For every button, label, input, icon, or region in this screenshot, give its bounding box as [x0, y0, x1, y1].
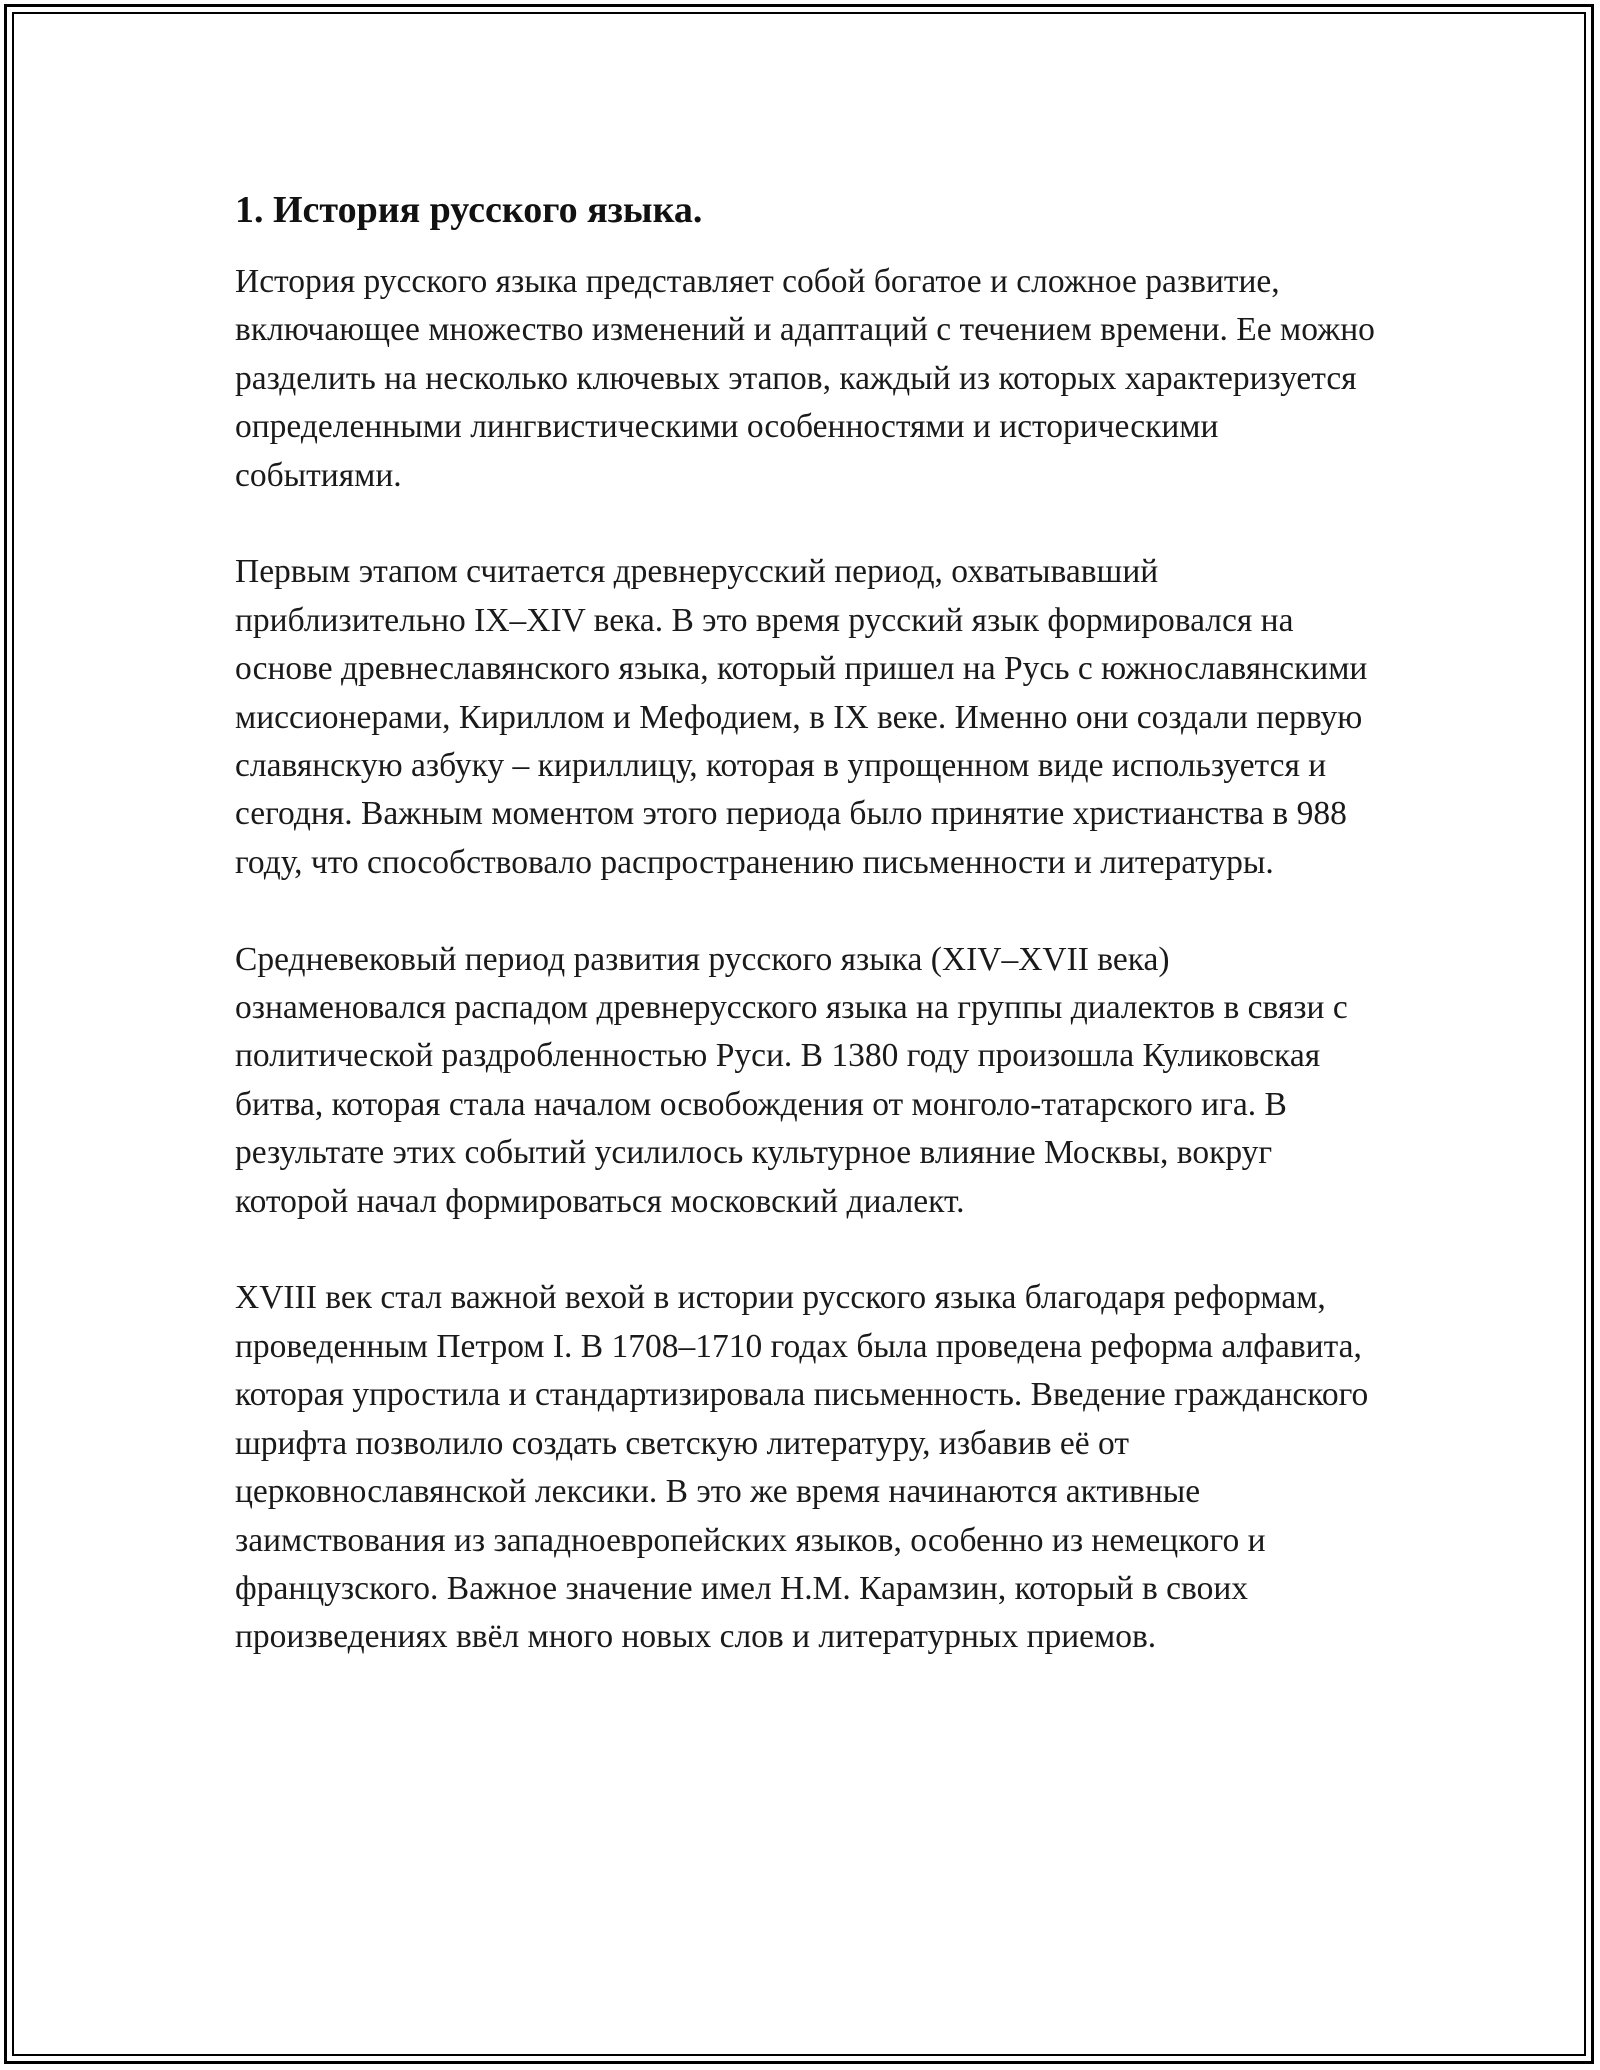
paragraph-medieval-period: Средневековый период развития русского языка (XIV–XVII века) ознаменовался распадом древнерусского языка на группы диалектов в связи с политической раздробленностью Руси. В 1380 году произошла Куликовская битва, которая стала началом освобождения от монголо-татарского ига. В результате этих событий усилилось культурное влияние Москвы, вокруг которой начал формироваться московский диалект. — [235, 940, 1348, 1220]
section-heading: 1. История русского языка. — [235, 189, 703, 231]
paragraph-old-russian-period: Первым этапом считается древнерусский период, охватывавший приблизительно IX–XIV века. В это время русский язык формировался на основе древнеславянского языка, который пришел на Русь с южнославянскими миссионерами, Кириллом и Мефодием, в IX веке. Именно они создали первую славянскую азбуку – кириллицу, которая в упрощенном виде используется и сегодня. Важным моментом этого периода было принятие христианства в 988 году, что способствовало распространению письменности и литературы. — [235, 553, 1368, 881]
document-page — [235, 186, 1385, 1662]
paragraph-eighteenth-century: XVIII век стал важной вехой в истории русского языка благодаря реформам, проведенным Петром I. В 1708–1710 годах была проведена реформа алфавита, которая упростила и стандартизировала письменность. Введение гражданского шрифта позволило создать светскую литературу, избавив её от церковнославянской лексики. В это же время начинаются активные заимствования из западноевропейских языков, особенно из немецкого и французского. Важное значение имел Н.М. Карамзин, который в своих произведениях ввёл много новых слов и литературных приемов. — [235, 1279, 1369, 1656]
paragraph-intro: История русского языка представляет собой богатое и сложное развитие, включающее множество изменений и адаптаций с течением времени. Ее можно разделить на несколько ключевых этапов, каждый из которых характеризуется определенными лингвистическими особенностями и историческими событиями. — [235, 263, 1375, 494]
